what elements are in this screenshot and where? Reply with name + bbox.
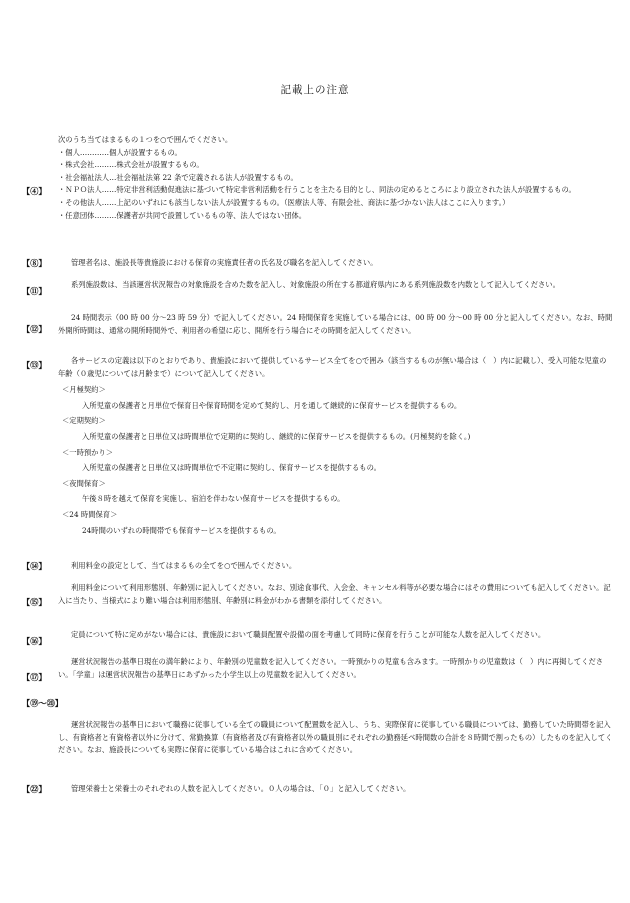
- list-item: ・任意団体………保護者が共同で設置しているもの等、法人ではない団体。: [58, 210, 307, 220]
- section-17-text: 運営状況報告の基準日現在の満年齢により、年齢別の児童数を記入してください。一時預かりの児童も含みます。一時預かりの児童数は（ ）内に再掲してください。「学童」は運営状況報告の基準日にあずかった小学生以上の児童数を記入してください。: [58, 657, 604, 679]
- section-marker-11: 【⑪】: [22, 286, 47, 296]
- section-19-block: [58, 719, 613, 757]
- section-13-block: [58, 355, 613, 537]
- service-label: ＜月極契約＞: [62, 385, 106, 395]
- section-11-block: [58, 279, 613, 292]
- section-marker-12: 【⑫】: [22, 324, 47, 334]
- section-14-text: 利用料金の設定として、当てはまるもの全てを○で囲んでください。: [71, 561, 297, 570]
- section-19-text: 運営状況報告の基準日において職務に従事している全ての職員について配置数を記入し、うち、実際保育に従事している職員については、勤務していた時間帯を記入し、有資格者と有資格者以外に分けて、常勤換算（有資格者及び有資格者以外の職員別にそれぞれの勤務延べ時間数の合計を８時間で割ったもの）したものを記入してください。なお、施設長についても実際に保育に従事している場合はこれに含めてください。: [58, 720, 613, 755]
- section-22-text: 管理栄養士と栄養士のそれぞれの人数を記入してください。０人の場合は、「０」と記入してください。: [71, 784, 411, 793]
- section-4-block: [58, 134, 613, 222]
- section-16-text: 定員について特に定めがない場合には、貴施設において職員配置や設備の面を考慮して同時に保育を行うことが可能な人数を記入してください。: [71, 630, 546, 639]
- list-item: ・個人…………個人が設置するもの。: [58, 147, 182, 157]
- service-label: ＜一時預かり＞: [62, 447, 114, 457]
- section-marker-8: 【⑧】: [22, 258, 47, 268]
- section-marker-4: 【④】: [22, 186, 47, 196]
- section-marker-13: 【⑬】: [22, 360, 47, 370]
- list-item: ・株式会社………株式会社が設置するもの。: [58, 160, 204, 170]
- service-label: ＜定期契約＞: [62, 416, 106, 426]
- service-desc: 入所児童の保護者と月単位で保育日や保育時間を定めて契約し、月を通して継続的に保育サービスを提供するもの。: [82, 400, 462, 410]
- section-marker-17: 【⑰】: [22, 672, 47, 682]
- section-22-block: [58, 783, 613, 796]
- service-desc: 24時間のいずれの時間帯でも保育サービスを提供するもの。: [82, 525, 281, 535]
- list-item: ・社会福祉法人…社会福祉法第 22 条で定義される法人が設置するもの。: [58, 172, 298, 182]
- list-item: ・ＮＰＯ法人……特定非営利活動促進法に基づいて特定非営利活動を行うことを主たる目的とし、同法の定めるところにより設立された法人が設置するもの。: [58, 185, 576, 195]
- section-15-block: [58, 582, 613, 607]
- section-marker-19-20: 【⑲～⑳】: [22, 698, 63, 708]
- section-12-block: [58, 312, 613, 337]
- section-8-block: [58, 257, 613, 270]
- section-marker-14: 【⑭】: [22, 561, 47, 571]
- section-17-block: [58, 656, 613, 681]
- service-desc: 入所児童の保護者と日単位又は時間単位で定期的に契約し、継続的に保育サービスを提供するもの。(月極契約を除く。): [82, 431, 471, 441]
- section-8-text: 管理者名は、施設長等貴施設における保育の実施責任者の氏名及び職名を記入してください。: [71, 258, 378, 267]
- service-desc: 午後８時を越えて保育を実施し、宿泊を伴わない保育サービスを提供するもの。: [82, 494, 345, 504]
- page-title: 記載上の注意: [280, 84, 350, 96]
- section-15-text: 利用料金について利用形態別、年齢別に記入してください。なお、別途食事代、入会金、キャンセル料等が必要な場合にはその費用についても記入してください。記入に当たり、当様式により難い場合は利用形態別、年齢別に料金がわかる書類を添付してください。: [58, 583, 611, 605]
- section-16-block: [58, 629, 613, 642]
- service-label: ＜24 時間保育＞: [62, 509, 118, 519]
- list-item: ・その他法人……上記のいずれにも該当しない法人が設置するもの。（医療法人等、有限会社、商法に基づかない法人はここに入ります。）: [58, 197, 510, 207]
- service-desc: 入所児童の保護者と日単位又は時間単位で不定期に契約し、保育サービスを提供するもの。: [82, 463, 381, 473]
- section-4-intro: 次のうち当てはまるもの１つを○で囲んでください。: [58, 135, 233, 144]
- section-14-block: [58, 560, 613, 573]
- section-13-text: 各サービスの定義は以下のとおりであり、貴施設において提供しているサービス全てを○で囲み（該当するものが無い場合は（ ）内に記載し）、受入可能な児童の年齢（０歳児については月齢まで）について記入してください。: [58, 356, 607, 378]
- section-11-text: 系列施設数は、当該運営状況報告の対象施設を含めた数を記入し、対象施設の所在する都道府県内にある系列施設数を内数として記入してください。: [71, 280, 560, 289]
- section-12-text: 24 時間表示（00 時 00 分～23 時 59 分）で記入してください。24 時間保育を実施している場合には、00 時 00 分～00 時 00 分と記入してください。なお、時間外開所時間は、通常の開所時間外で、利用者の希望に応じ、開所を行う場合にその時間を記入してください。: [58, 313, 613, 335]
- section-marker-16: 【⑯】: [22, 636, 47, 646]
- service-label: ＜夜間保育＞: [62, 478, 106, 488]
- section-marker-22: 【㉒】: [22, 784, 47, 794]
- section-marker-15: 【⑮】: [22, 597, 47, 607]
